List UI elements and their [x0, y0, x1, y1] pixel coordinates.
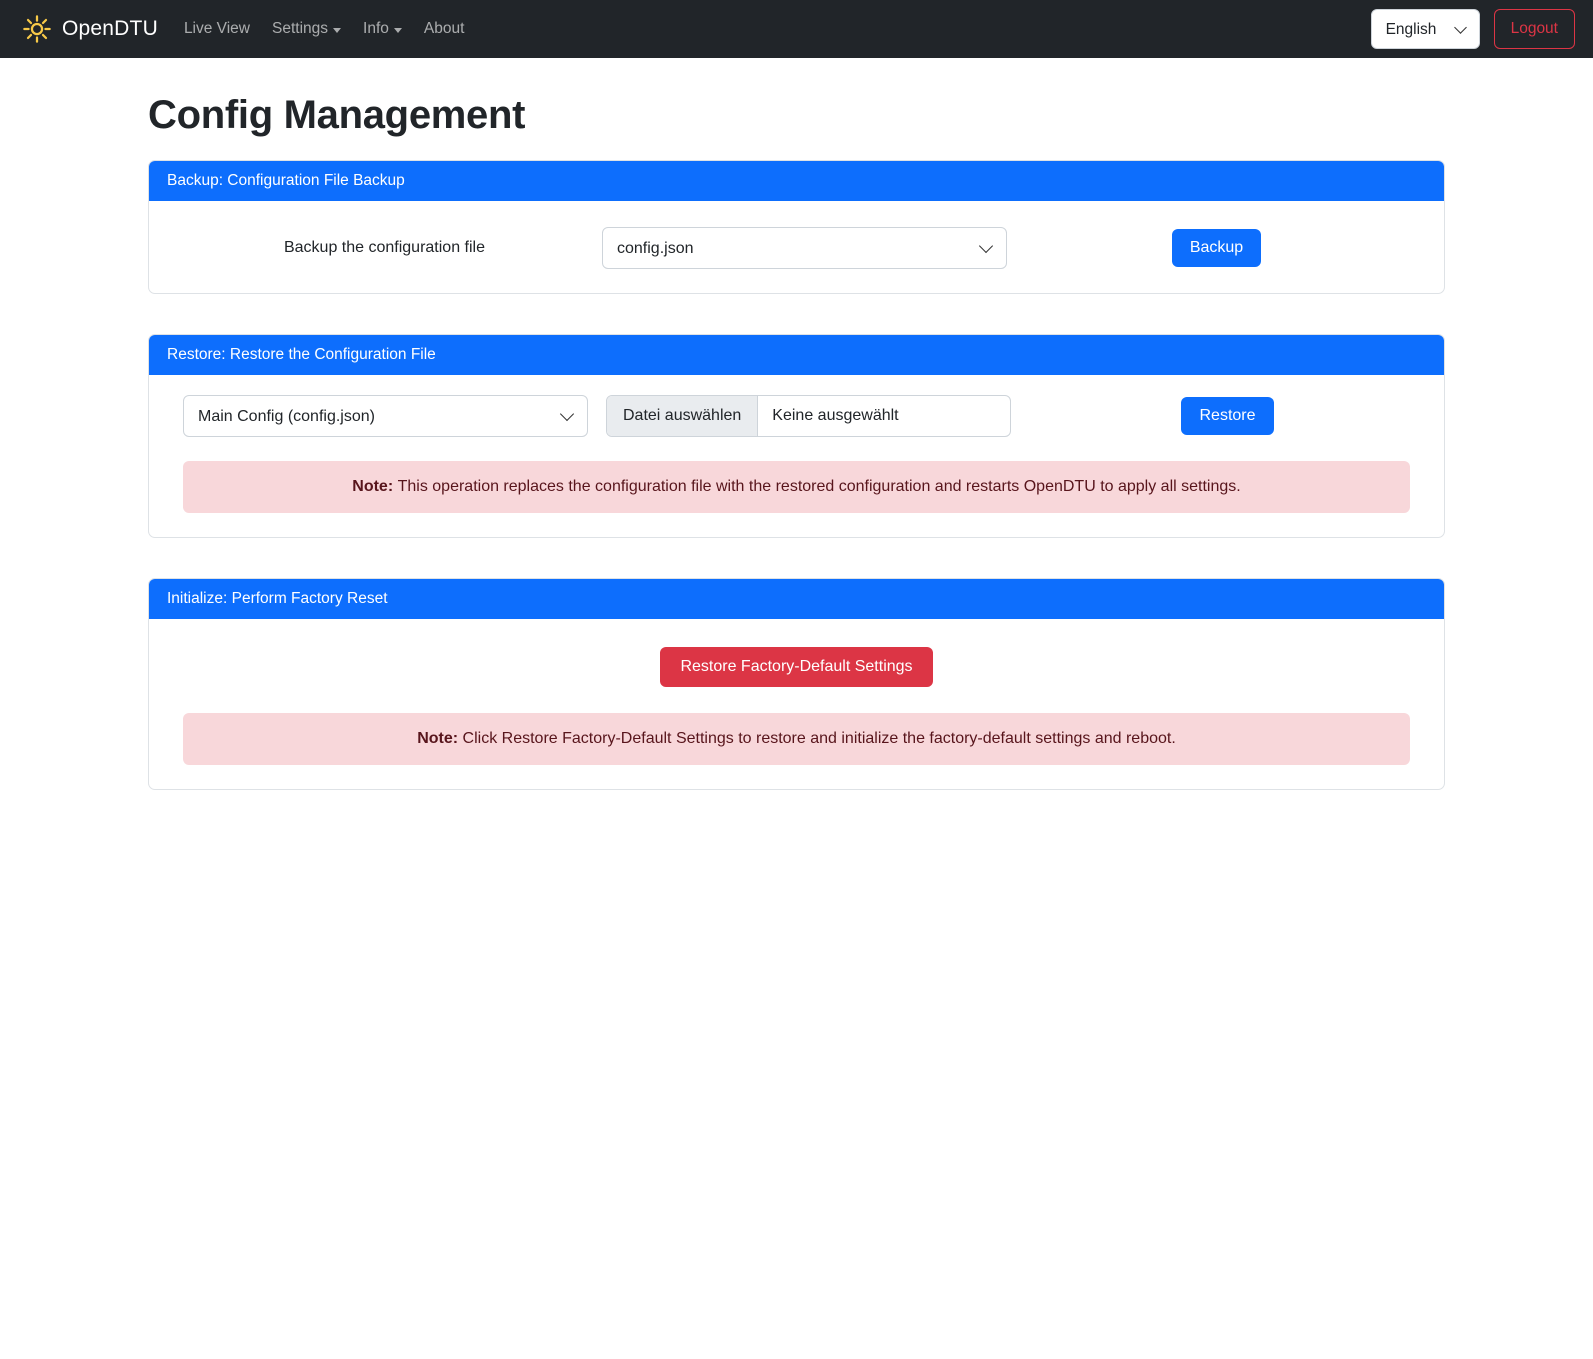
restore-card-body	[149, 375, 1444, 537]
initialize-card-header: Initialize: Perform Factory Reset	[149, 579, 1444, 619]
restore-target-select[interactable]	[183, 395, 588, 437]
nav-item-label: Live View	[183, 20, 250, 37]
restore-note-label: Note:	[352, 478, 398, 495]
nav-item-live-view[interactable]	[184, 20, 250, 38]
nav-links	[184, 20, 464, 38]
nav-item-about[interactable]	[424, 20, 465, 38]
initialize-card-body	[149, 619, 1444, 789]
backup-card-header: Backup: Configuration File Backup	[149, 161, 1444, 201]
navbar-right-group	[1371, 9, 1575, 49]
backup-row	[167, 219, 1426, 273]
choose-file-button[interactable]: Datei auswählen	[607, 396, 758, 436]
nav-item-info[interactable]	[363, 20, 402, 38]
brand-name: OpenDTU	[62, 17, 158, 40]
nav-item-label: About	[423, 20, 465, 37]
nav-item-label: Info	[363, 20, 389, 37]
restore-target-select-wrapper	[183, 395, 588, 437]
restore-row	[167, 393, 1426, 437]
restore-button-wrapper	[1029, 397, 1426, 435]
initialize-note-label: Note:	[417, 730, 463, 747]
factory-reset-button-wrapper	[167, 637, 1426, 689]
restore-card-header: Restore: Restore the Configuration File	[149, 335, 1444, 375]
restore-note	[183, 461, 1410, 513]
backup-card-body	[149, 201, 1444, 293]
language-select[interactable]	[1371, 9, 1480, 49]
backup-file-select-wrapper	[602, 227, 1007, 269]
selected-file-name: Keine ausgewählt	[772, 407, 899, 424]
nav-item-label: Settings	[272, 20, 329, 37]
chevron-down-icon	[333, 28, 341, 33]
backup-button-wrapper	[1007, 229, 1426, 267]
backup-card	[148, 160, 1445, 294]
backup-button[interactable]: Backup	[1172, 229, 1261, 267]
page-title: Config Management	[148, 93, 526, 137]
initialize-note-text: Click Restore Factory-Default Settings to restore and initialize the factory-default settings and reboot.	[462, 730, 1176, 747]
logout-button[interactable]: Logout	[1494, 9, 1575, 49]
restore-card	[148, 334, 1445, 538]
restore-file-input[interactable]	[606, 395, 1011, 437]
restore-button[interactable]: Restore	[1181, 397, 1273, 435]
nav-item-settings[interactable]	[272, 20, 341, 38]
brand-logo[interactable]	[22, 14, 158, 44]
initialize-note	[183, 713, 1410, 765]
sun-icon	[22, 14, 52, 44]
restore-factory-default-button[interactable]: Restore Factory-Default Settings	[660, 647, 932, 687]
initialize-card	[148, 578, 1445, 790]
backup-file-label: Backup the configuration file	[283, 239, 485, 256]
top-navbar	[0, 0, 1593, 58]
backup-file-select[interactable]	[602, 227, 1007, 269]
restore-note-text: This operation replaces the configuration file with the restored configuration and restarts OpenDTU to apply all settings.	[397, 478, 1241, 495]
chevron-down-icon	[394, 28, 402, 33]
main-content	[148, 160, 1445, 790]
language-select-wrapper	[1371, 9, 1480, 49]
